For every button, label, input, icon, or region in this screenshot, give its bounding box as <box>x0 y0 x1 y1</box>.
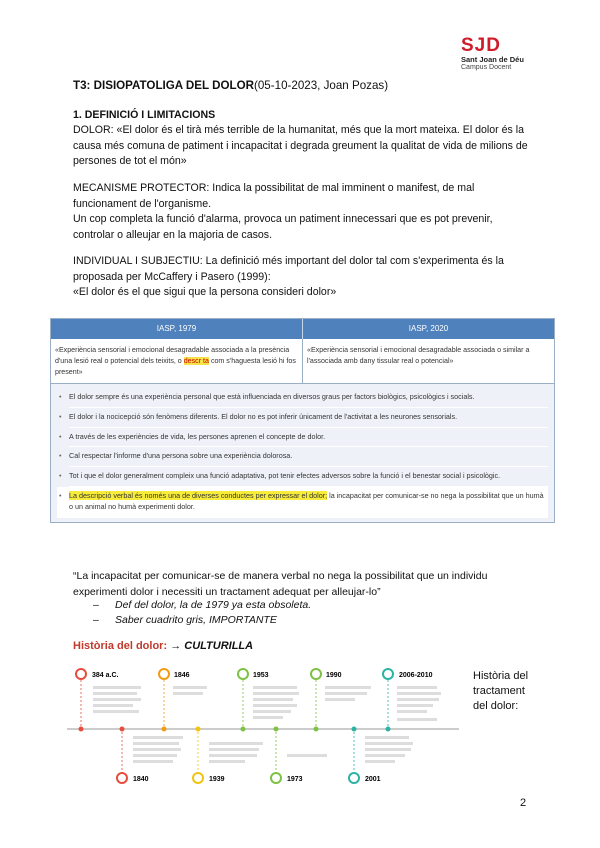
paragraph-individual-1: INDIVIDUAL I SUBJECTIU: La definició més important del dolor tal com s'experimenta és la proposada per McCaffery i Pasero (1999): <box>73 255 504 283</box>
history-timeline <box>63 660 463 790</box>
header-iasp-1979: IASP, 1979 <box>51 319 303 339</box>
paragraph-dolor: DOLOR: «El dolor és el tirà més terrible de la humanitat, més que la mort mateixa. El dolor és la causa més comuna de patiment i incapacitat i degrada greument la qualitat de vida de milions de persones de tot el món» <box>73 124 528 167</box>
highlight-text: La descripció verbal és només una de diverses conductes per expressar el dolor; <box>69 490 328 500</box>
title-meta: (05-10-2023, Joan Pozas) <box>254 79 389 92</box>
dash-item-2-text: Saber cuadrito gris, IMPORTANTE <box>115 614 277 626</box>
definition-2020: «Experiència sensorial i emocional desagradable associada o similar a l'associada amb dany tissular real o potencial» <box>307 346 530 365</box>
iasp-definitions-table <box>50 318 555 523</box>
list-item: • Cal respectar l'informe d'una persona sobre una experiència dolorosa. <box>69 447 548 467</box>
year-1953: 1953 <box>253 672 269 679</box>
history-heading <box>73 640 253 652</box>
paragraph-individual-2: «El dolor és el que sigui que la persona consideri dolor» <box>73 286 337 298</box>
dash-item-1-text: Def del dolor, la de 1979 ya esta obsoleta. <box>115 599 312 611</box>
history-culturilla: CULTURILLA <box>184 640 254 652</box>
definition-1979-highlight: descr ta <box>183 357 209 365</box>
event-384ac <box>76 669 141 732</box>
list-item: • Tot i que el dolor generalment compleix una funció adaptativa, pot tenir efectes adversos sobre la funció i el benestar social i psicològic. <box>69 467 548 487</box>
logo-line2: Campus Docent <box>461 64 512 71</box>
dash-item-1 <box>93 599 311 611</box>
table-header <box>51 319 554 339</box>
paragraph-mecanisme-1: MECANISME PROTECTOR: Indica la possibilitat de mal imminent o manifest, de mal funcionament de l'organisme. <box>73 182 475 210</box>
list-item: • El dolor i la nocicepció són fenòmens diferents. El dolor no es pot inferir únicament de l'activitat a les neurones sensorials. <box>69 408 548 428</box>
last-rest-text: la incapacitat per comunicar-se no nega la possibilitat que un humà o un animal no humà experimenti dolor. <box>69 490 544 511</box>
event-2006-2010 <box>383 669 441 732</box>
year-1840: 1840 <box>133 776 149 783</box>
list-item-highlighted <box>57 487 548 518</box>
event-1846 <box>159 669 207 732</box>
page-title <box>73 79 388 92</box>
dash-item-2 <box>93 614 277 626</box>
event-1990 <box>311 669 371 732</box>
event-1939 <box>193 727 263 784</box>
history-label: Història del dolor: <box>73 640 171 652</box>
list-item: • A través de les experiències de vida, les persones aprenen el concepte de dolor. <box>69 428 548 448</box>
year-1939: 1939 <box>209 776 225 783</box>
history-arrow: → <box>170 640 185 652</box>
year-1990: 1990 <box>326 672 342 679</box>
dash-mark: – <box>93 614 99 626</box>
logo-line1: Sant Joan de Déu <box>461 55 524 64</box>
quote-text: “La incapacitat per comunicar-se de manera verbal no nega la possibilitat que un individu experimenti dolor i necessiti un tractament adequat per alleujar-lo” <box>73 570 488 598</box>
dash-mark: – <box>93 599 99 611</box>
section-heading: 1. DEFINICIÓ I LIMITACIONS <box>73 109 216 121</box>
paragraph-mecanisme-2: Un cop completa la funció d'alarma, provoca un patiment innecessari que es pot prevenir, controlar o alleujar en la majoria de casos. <box>73 213 493 241</box>
title-main: T3: DISIOPATOLIGA DEL DOLOR <box>73 79 254 92</box>
logo-mark: SJD <box>461 35 501 56</box>
table-row <box>51 339 554 383</box>
event-1973 <box>271 727 327 784</box>
year-2001: 2001 <box>365 776 381 783</box>
page-number: 2 <box>520 797 527 809</box>
year-384ac: 384 a.C. <box>92 672 119 679</box>
definition-1979 <box>51 339 303 383</box>
year-2006-2010: 2006-2010 <box>399 672 433 679</box>
event-1840 <box>117 727 183 784</box>
definition-1979-text-b: com s'haguesta lesió hi fos present» <box>55 357 296 376</box>
definition-1979-text-a: «Experiència sensorial i emocional desagradable associada a la presència d'una lesió real o potencial dels teixits, o <box>55 346 290 365</box>
history-side-label: Història del tractament del dolor: <box>473 670 529 712</box>
notes-box <box>51 383 554 522</box>
event-1953 <box>238 669 299 732</box>
header-iasp-2020: IASP, 2020 <box>408 324 449 333</box>
timeline-svg <box>63 660 463 790</box>
list-item: • El dolor sempre és una experiència personal que està influenciada en diversos graus per factors biològics, psicològics i socials. <box>69 388 548 408</box>
year-1973: 1973 <box>287 776 303 783</box>
sjd-logo <box>461 36 551 72</box>
year-1846: 1846 <box>174 672 190 679</box>
event-2001 <box>349 727 413 784</box>
